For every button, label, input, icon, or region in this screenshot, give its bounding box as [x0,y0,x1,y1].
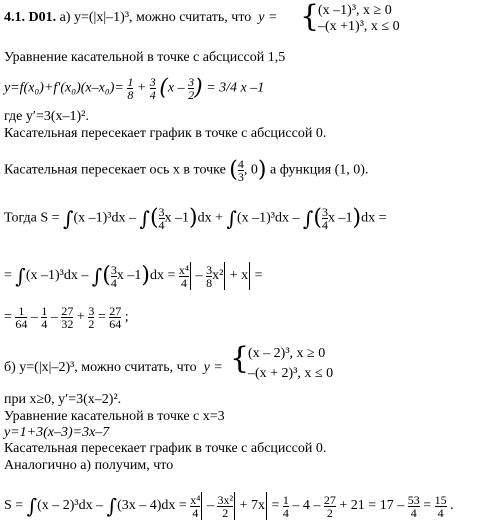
intersect-graph-b: Касательная пересекает график в точке с абсциссой 0. [4,441,327,456]
part-a-intro: а) y=(|x|–1)³, можно считать, что [59,10,252,25]
analog-b: Аналогично а) получим, что [4,458,174,473]
tangent-eq-a: y=f(x₀)+f′(x₀)(x–x₀)= $\frac{1}{8}$ + $\frac{3}{4}$ (x – $\frac{3}{2}$ ) = 3/4 x –1 [4,75,265,102]
tangent-eq-a-result: = 3/4 x –1 [206,80,265,96]
brace-a: { [300,0,320,34]
intersect-axis-pre: Касательная пересекает ось x в точке [4,162,226,178]
tangent-eq-b: y=1+3(x–3)=3x–7 [4,425,110,440]
area-line-2: = ∫(x –1)³dx – ∫( $\frac{3}{4}$ x –1)dx = $\frac{\text{x⁴}}{4}$ – $\frac{3}{8}$ x² + x = [4,262,263,290]
y-equals: y = [254,10,278,25]
piece-b2: –(x + 2)³, x ≤ 0 [248,366,334,381]
frac-3-4: $\frac{3}{4}$ [149,75,156,102]
intersect-axis-post: а функция (1, 0). [269,162,369,178]
tangent-title-a: Уравнение касательной в точке с абсциссой 1,5 [4,50,286,65]
frac-3-2: $\frac{3}{2}$ [188,75,195,102]
piece-a1: (x –1)³, x ≥ 0 [318,3,392,18]
brace-b: { [230,341,250,376]
area-label: Тогда S = [4,210,60,226]
frac-1-8: $\frac{1}{8}$ [127,75,134,102]
frac-4-3: $\frac{4}{3}$ [237,157,244,184]
area-result-b: S = ∫(x – 2)³dx – ∫(3x – 4)dx = $\frac{\text{x⁴}}{4}$ – $\frac{\text{3x²}}{2}$ + 7x = $\frac{1}{4}$ – 4 – $\frac{27}{2}$ + 21 = 17 – $\frac{53}{4}$ = $\frac{15}{4}$ . [4,492,454,520]
area-line-1: Тогда S = ∫(x –1)³dx – ∫( $\frac{3}{4}$ x –1)dx + ∫(x –1)³dx – ∫( $\frac{3}{4}$ x –1)dx = [4,205,387,232]
tangent-title-b: Уравнение касательной в точке с x=3 [4,409,225,424]
part-b-intro: б) y=(|x|–2)³, можно считать, что [4,360,197,375]
tangent-eq-a-start: y=f(x₀)+f′(x₀)(x–x₀)= [4,80,124,96]
part-b-intro-line: б) y=(|x|–2)³, можно считать, что y = [4,360,223,375]
area-result-a: = $\frac{1}{64}$ – $\frac{1}{4}$ – $\frac{27}{32}$ + $\frac{3}{2}$ = $\frac{27}{64}$ ; [4,304,129,331]
intersect-graph-a: Касательная пересекает график в точке с абсциссой 0. [4,126,327,141]
derivative-a: где y′=3(x–1)². [4,109,89,124]
piece-b1: (x – 2)³, x ≥ 0 [248,346,326,361]
piece-a2: –(x +1)³, x ≤ 0 [318,19,400,34]
part-a-intro-line [4,10,277,26]
problem-number: 4.1. D01. [4,10,57,25]
intersect-axis-a: Касательная пересекает ось x в точке ( $\frac{4}{3}$ , 0) а функция (1, 0). [4,157,369,184]
derivative-b: при x≥0, y′=3(x–2)². [4,392,122,407]
